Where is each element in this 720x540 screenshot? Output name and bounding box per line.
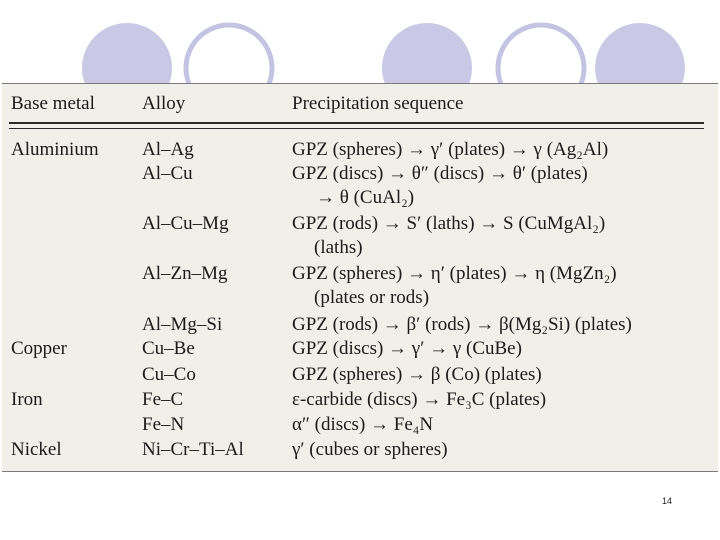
row-4-sequence: GPZ (rods) → S′ (laths) → S (CuMgAl₂) [292,213,606,234]
row-2-sequence: GPZ (discs) → θ″ (discs) → θ′ (plates) [292,163,588,184]
row-3-sequence: → θ (CuAl₂) [316,187,415,208]
row-1-base: Aluminium [11,139,99,160]
row-13-alloy: Ni–Cr–Ti–Al [142,439,244,460]
row-1-sequence: GPZ (spheres) → γ′ (plates) → γ (Ag₂Al) [292,139,609,160]
row-10-sequence: GPZ (spheres) → β (Co) (plates) [292,364,542,385]
row-13-sequence: γ′ (cubes or spheres) [292,439,448,460]
row-5-sequence: (laths) [314,237,363,258]
row-6-alloy: Al–Zn–Mg [142,263,228,284]
row-6-sequence: GPZ (spheres) → η′ (plates) → η (MgZn₂) [292,263,617,284]
page-number: 14 [662,496,673,506]
row-11-base: Iron [11,389,43,410]
row-10-alloy: Cu–Co [142,364,196,385]
row-11-sequence: ε-carbide (discs) → Fe₃C (plates) [292,389,547,410]
row-12-sequence: α″ (discs) → Fe₄N [292,414,434,435]
row-8-sequence: GPZ (rods) → β′ (rods) → β(Mg₂Si) (plates) [292,314,632,335]
row-7-sequence: (plates or rods) [314,287,430,308]
row-12-alloy: Fe–N [142,414,185,435]
precipitation-table [2,83,718,472]
row-2-alloy: Al–Cu [142,163,193,184]
row-9-sequence: GPZ (discs) → γ′ → γ (CuBe) [292,338,522,359]
header-rule [9,122,704,124]
header-alloy: Alloy [142,93,186,114]
header-precipitation-sequence: Precipitation sequence [292,93,464,114]
row-4-alloy: Al–Cu–Mg [142,213,229,234]
row-11-alloy: Fe–C [142,389,184,410]
row-1-alloy: Al–Ag [142,139,194,160]
header-rule-thin [9,128,704,129]
row-9-base: Copper [11,338,67,359]
row-8-alloy: Al–Mg–Si [142,314,223,335]
header-base-metal: Base metal [11,93,95,114]
row-9-alloy: Cu–Be [142,338,195,359]
row-13-base: Nickel [11,439,62,460]
